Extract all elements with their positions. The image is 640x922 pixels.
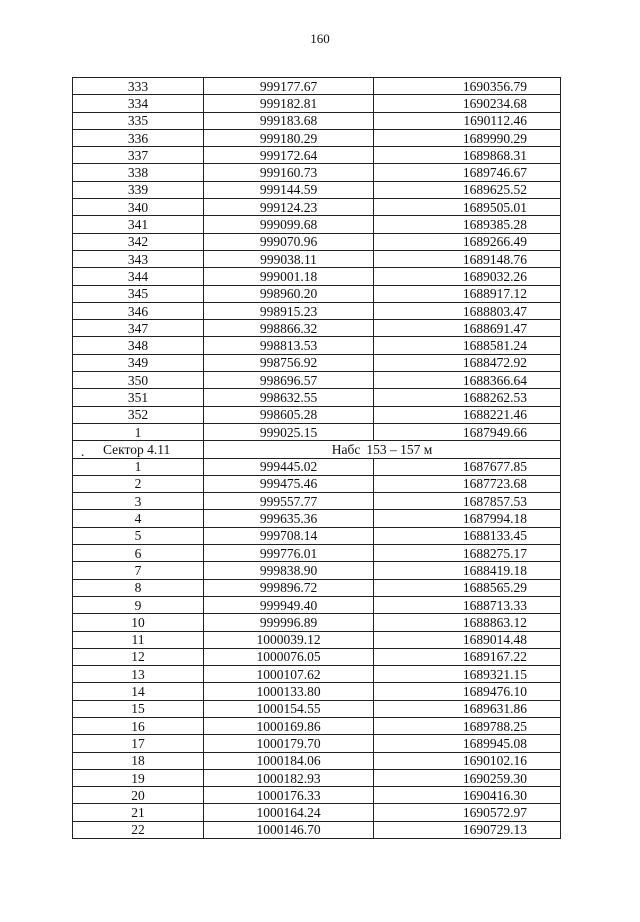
table-row: [73, 787, 561, 804]
x-coordinate: 999475.46: [204, 475, 374, 492]
table-row: [73, 302, 561, 319]
point-number: 1: [73, 458, 204, 475]
table-row: [73, 700, 561, 717]
y-coordinate: 1689385.28: [374, 216, 561, 233]
y-coordinate: 1688565.29: [374, 579, 561, 596]
point-number: 16: [73, 717, 204, 734]
point-number: 21: [73, 804, 204, 821]
x-coordinate: 999001.18: [204, 268, 374, 285]
x-coordinate: 999896.72: [204, 579, 374, 596]
table-row: [73, 423, 561, 440]
point-number: 11: [73, 631, 204, 648]
x-coordinate: 1000146.70: [204, 821, 374, 838]
point-number: 1: [73, 423, 204, 440]
y-coordinate: 1688713.33: [374, 596, 561, 613]
point-number: 19: [73, 769, 204, 786]
y-coordinate: 1687723.68: [374, 475, 561, 492]
table-row: [73, 752, 561, 769]
y-coordinate: 1690356.79: [374, 78, 561, 95]
table-row: [73, 354, 561, 371]
y-coordinate: 1690572.97: [374, 804, 561, 821]
table-row: [73, 78, 561, 95]
x-coordinate: 999180.29: [204, 129, 374, 146]
x-coordinate: 1000164.24: [204, 804, 374, 821]
point-number: 22: [73, 821, 204, 838]
x-coordinate: 999099.68: [204, 216, 374, 233]
section-header: [73, 441, 561, 458]
x-coordinate: 999038.11: [204, 250, 374, 267]
y-coordinate: 1689167.22: [374, 648, 561, 665]
x-coordinate: 999996.89: [204, 614, 374, 631]
y-coordinate: 1689945.08: [374, 735, 561, 752]
x-coordinate: 998756.92: [204, 354, 374, 371]
table-row: [73, 545, 561, 562]
point-number: 7: [73, 562, 204, 579]
table-row: [73, 579, 561, 596]
y-coordinate: 1688863.12: [374, 614, 561, 631]
x-coordinate: 999183.68: [204, 112, 374, 129]
x-coordinate: 998960.20: [204, 285, 374, 302]
point-number: 18: [73, 752, 204, 769]
x-coordinate: 999025.15: [204, 423, 374, 440]
x-coordinate: 999776.01: [204, 545, 374, 562]
point-number: 352: [73, 406, 204, 423]
x-coordinate: 1000184.06: [204, 752, 374, 769]
point-number: 335: [73, 112, 204, 129]
point-number: 351: [73, 389, 204, 406]
y-coordinate: 1688581.24: [374, 337, 561, 354]
point-number: 2: [73, 475, 204, 492]
x-coordinate: 999070.96: [204, 233, 374, 250]
y-coordinate: 1689990.29: [374, 129, 561, 146]
y-coordinate: 1689148.76: [374, 250, 561, 267]
x-coordinate: 1000133.80: [204, 683, 374, 700]
table-row: [73, 821, 561, 838]
y-coordinate: 1690102.16: [374, 752, 561, 769]
x-coordinate: 1000076.05: [204, 648, 374, 665]
x-coordinate: 999445.02: [204, 458, 374, 475]
altitude-label: Набс: [331, 441, 361, 457]
x-coordinate: 1000107.62: [204, 666, 374, 683]
y-coordinate: 1688472.92: [374, 354, 561, 371]
y-coordinate: 1689788.25: [374, 717, 561, 734]
point-number: 13: [73, 666, 204, 683]
y-coordinate: 1690112.46: [374, 112, 561, 129]
x-coordinate: 999949.40: [204, 596, 374, 613]
table-row: [73, 233, 561, 250]
x-coordinate: 998696.57: [204, 372, 374, 389]
table-row: [73, 164, 561, 181]
table-row: [73, 527, 561, 544]
y-coordinate: 1690259.30: [374, 769, 561, 786]
y-coordinate: 1689321.15: [374, 666, 561, 683]
table-row: [73, 510, 561, 527]
x-coordinate: 998915.23: [204, 302, 374, 319]
y-coordinate: 1688366.64: [374, 372, 561, 389]
section-row: [73, 441, 561, 458]
point-number: 345: [73, 285, 204, 302]
altitude-range: 153 – 157 м: [366, 441, 433, 457]
x-coordinate: 998813.53: [204, 337, 374, 354]
point-number: 342: [73, 233, 204, 250]
x-coordinate: 1000179.70: [204, 735, 374, 752]
y-coordinate: 1690234.68: [374, 95, 561, 112]
y-coordinate: 1690416.30: [374, 787, 561, 804]
point-number: 3: [73, 493, 204, 510]
point-number: 9: [73, 596, 204, 613]
table-row: [73, 147, 561, 164]
y-coordinate: 1690729.13: [374, 821, 561, 838]
table-row: [73, 389, 561, 406]
y-coordinate: 1687857.53: [374, 493, 561, 510]
section-altitude-cell: [204, 441, 561, 458]
x-coordinate: 999635.36: [204, 510, 374, 527]
x-coordinate: 1000182.93: [204, 769, 374, 786]
y-coordinate: 1688133.45: [374, 527, 561, 544]
y-coordinate: 1689868.31: [374, 147, 561, 164]
y-coordinate: 1688803.47: [374, 302, 561, 319]
section-label-cell: [73, 441, 204, 458]
table-row: [73, 596, 561, 613]
point-number: 348: [73, 337, 204, 354]
x-coordinate: 1000169.86: [204, 717, 374, 734]
point-number: 15: [73, 700, 204, 717]
point-number: 14: [73, 683, 204, 700]
point-number: 334: [73, 95, 204, 112]
table-row: [73, 666, 561, 683]
point-number: 5: [73, 527, 204, 544]
table-row: [73, 268, 561, 285]
table-row: [73, 112, 561, 129]
x-coordinate: 999144.59: [204, 181, 374, 198]
x-coordinate: 999557.77: [204, 493, 374, 510]
x-coordinate: 1000039.12: [204, 631, 374, 648]
table-row: [73, 648, 561, 665]
point-number: 349: [73, 354, 204, 371]
table-row: [73, 683, 561, 700]
rows-after-section: [73, 458, 561, 839]
table-row: [73, 735, 561, 752]
table-row: [73, 216, 561, 233]
table-row: [73, 475, 561, 492]
y-coordinate: 1688419.18: [374, 562, 561, 579]
table-row: [73, 614, 561, 631]
point-number: 339: [73, 181, 204, 198]
table-row: [73, 337, 561, 354]
point-number: 347: [73, 320, 204, 337]
x-coordinate: 1000176.33: [204, 787, 374, 804]
x-coordinate: 999177.67: [204, 78, 374, 95]
point-number: 340: [73, 199, 204, 216]
section-label: Сектор 4.11: [103, 441, 171, 457]
point-number: 344: [73, 268, 204, 285]
table-row: [73, 372, 561, 389]
table-row: [73, 631, 561, 648]
x-coordinate: 999838.90: [204, 562, 374, 579]
table-row: [73, 562, 561, 579]
y-coordinate: 1688221.46: [374, 406, 561, 423]
table-row: [73, 769, 561, 786]
table-row: [73, 285, 561, 302]
x-coordinate: 998632.55: [204, 389, 374, 406]
point-number: 12: [73, 648, 204, 665]
coordinates-table: [72, 77, 561, 839]
point-number: 336: [73, 129, 204, 146]
x-coordinate: 998866.32: [204, 320, 374, 337]
point-number: 8: [73, 579, 204, 596]
page-number: 160: [310, 31, 330, 46]
point-number: 20: [73, 787, 204, 804]
y-coordinate: 1687994.18: [374, 510, 561, 527]
table-row: [73, 717, 561, 734]
table-row: [73, 199, 561, 216]
y-coordinate: 1689476.10: [374, 683, 561, 700]
point-number: 350: [73, 372, 204, 389]
table-row: [73, 804, 561, 821]
y-coordinate: 1687949.66: [374, 423, 561, 440]
y-coordinate: 1688262.53: [374, 389, 561, 406]
y-coordinate: 1688917.12: [374, 285, 561, 302]
x-coordinate: 1000154.55: [204, 700, 374, 717]
x-coordinate: 999172.64: [204, 147, 374, 164]
section-mark: .: [81, 443, 85, 459]
rows-before-section: [73, 78, 561, 441]
point-number: 346: [73, 302, 204, 319]
table-row: [73, 320, 561, 337]
x-coordinate: 999124.23: [204, 199, 374, 216]
y-coordinate: 1689505.01: [374, 199, 561, 216]
table-row: [73, 95, 561, 112]
x-coordinate: 999708.14: [204, 527, 374, 544]
y-coordinate: 1687677.85: [374, 458, 561, 475]
x-coordinate: 999182.81: [204, 95, 374, 112]
point-number: 6: [73, 545, 204, 562]
y-coordinate: 1689266.49: [374, 233, 561, 250]
table-row: [73, 181, 561, 198]
point-number: 4: [73, 510, 204, 527]
y-coordinate: 1689032.26: [374, 268, 561, 285]
point-number: 333: [73, 78, 204, 95]
table-row: [73, 129, 561, 146]
table-row: [73, 493, 561, 510]
y-coordinate: 1689746.67: [374, 164, 561, 181]
point-number: 337: [73, 147, 204, 164]
table-row: [73, 458, 561, 475]
point-number: 343: [73, 250, 204, 267]
y-coordinate: 1689014.48: [374, 631, 561, 648]
point-number: 341: [73, 216, 204, 233]
y-coordinate: 1688275.17: [374, 545, 561, 562]
x-coordinate: 998605.28: [204, 406, 374, 423]
x-coordinate: 999160.73: [204, 164, 374, 181]
point-number: 338: [73, 164, 204, 181]
point-number: 10: [73, 614, 204, 631]
point-number: 17: [73, 735, 204, 752]
table-row: [73, 406, 561, 423]
y-coordinate: 1689631.86: [374, 700, 561, 717]
y-coordinate: 1689625.52: [374, 181, 561, 198]
table-row: [73, 250, 561, 267]
y-coordinate: 1688691.47: [374, 320, 561, 337]
